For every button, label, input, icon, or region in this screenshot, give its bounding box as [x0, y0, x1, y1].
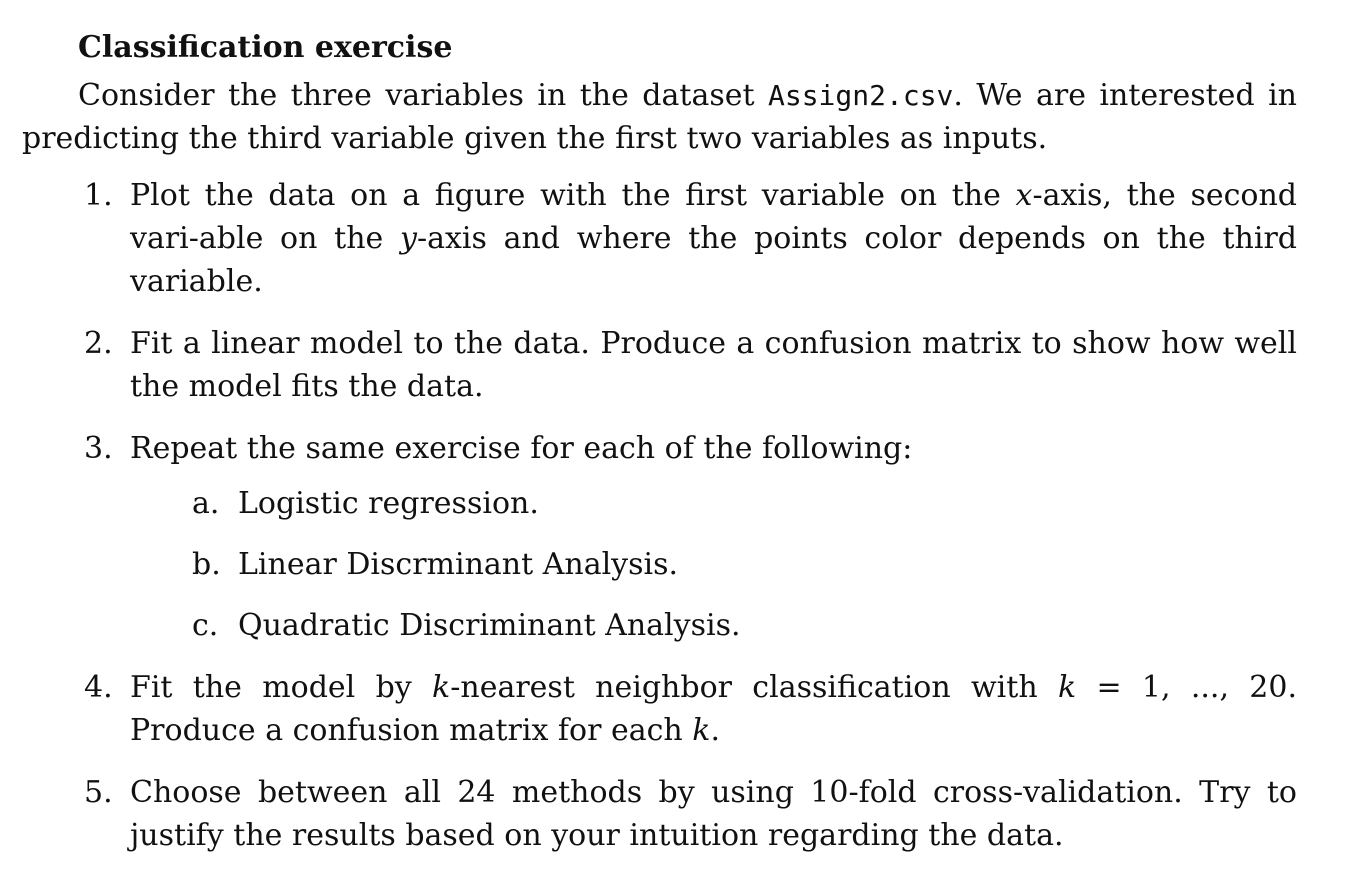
math-k: k [432, 670, 451, 705]
item-text: . [710, 713, 720, 748]
item-text: Choose between all 24 methods by using 10-fold cross-validation. Try to justify the results based on your intuition regarding the data. [130, 775, 1297, 853]
list-item [22, 174, 1297, 303]
list-item [22, 322, 1297, 408]
item-number: 5. [84, 775, 113, 810]
sublist-label: c. [192, 608, 219, 643]
document [22, 30, 1297, 876]
item-number: 3. [84, 431, 113, 466]
intro-paragraph [22, 74, 1297, 160]
math-x: x [1015, 178, 1033, 213]
sublist-item [22, 604, 1297, 647]
dataset-filename: Assign2.csv [767, 79, 954, 112]
intro-text-after: . We are interested in predicting the third variable given the first two variables as inputs. [22, 78, 1298, 156]
exercise-list [22, 174, 1297, 857]
math-k: k [1057, 670, 1077, 705]
item-text: -nearest neighbor classification with [450, 670, 1058, 705]
item-text: = 1, ..., 20. Produce a confusion matrix for each [130, 670, 1297, 748]
sublist-text: Linear Discrminant Analysis. [238, 547, 679, 582]
item-text: Repeat the same exercise for each of the following: [130, 431, 913, 466]
item-number: 4. [84, 670, 113, 705]
item-text: -axis and where the points color depends on the third variable. [130, 221, 1297, 299]
item-text: Plot the data on a figure with the first variable on the [130, 178, 1016, 213]
list-item [22, 771, 1297, 857]
intro-text-before: Consider the three variables in the dataset [78, 78, 768, 113]
item-text: Fit a linear model to the data. Produce a confusion matrix to show how well the model fits the data. [130, 326, 1297, 404]
sublist-text: Quadratic Discriminant Analysis. [238, 608, 741, 643]
section-title: Classification exercise [78, 30, 453, 65]
method-sublist [130, 482, 1297, 647]
sublist-item [22, 543, 1297, 586]
sublist-item [22, 482, 1297, 525]
item-text: -axis, the second vari-able on the [130, 178, 1297, 256]
list-item [22, 427, 1297, 647]
math-y: y [399, 221, 417, 256]
sublist-text: Logistic regression. [238, 486, 539, 521]
sublist-label: b. [192, 547, 221, 582]
sublist-label: a. [192, 486, 220, 521]
item-number: 1. [84, 178, 113, 213]
math-k: k [692, 713, 711, 748]
item-number: 2. [84, 326, 113, 361]
list-item [22, 666, 1297, 752]
item-text: Fit the model by [130, 670, 433, 705]
